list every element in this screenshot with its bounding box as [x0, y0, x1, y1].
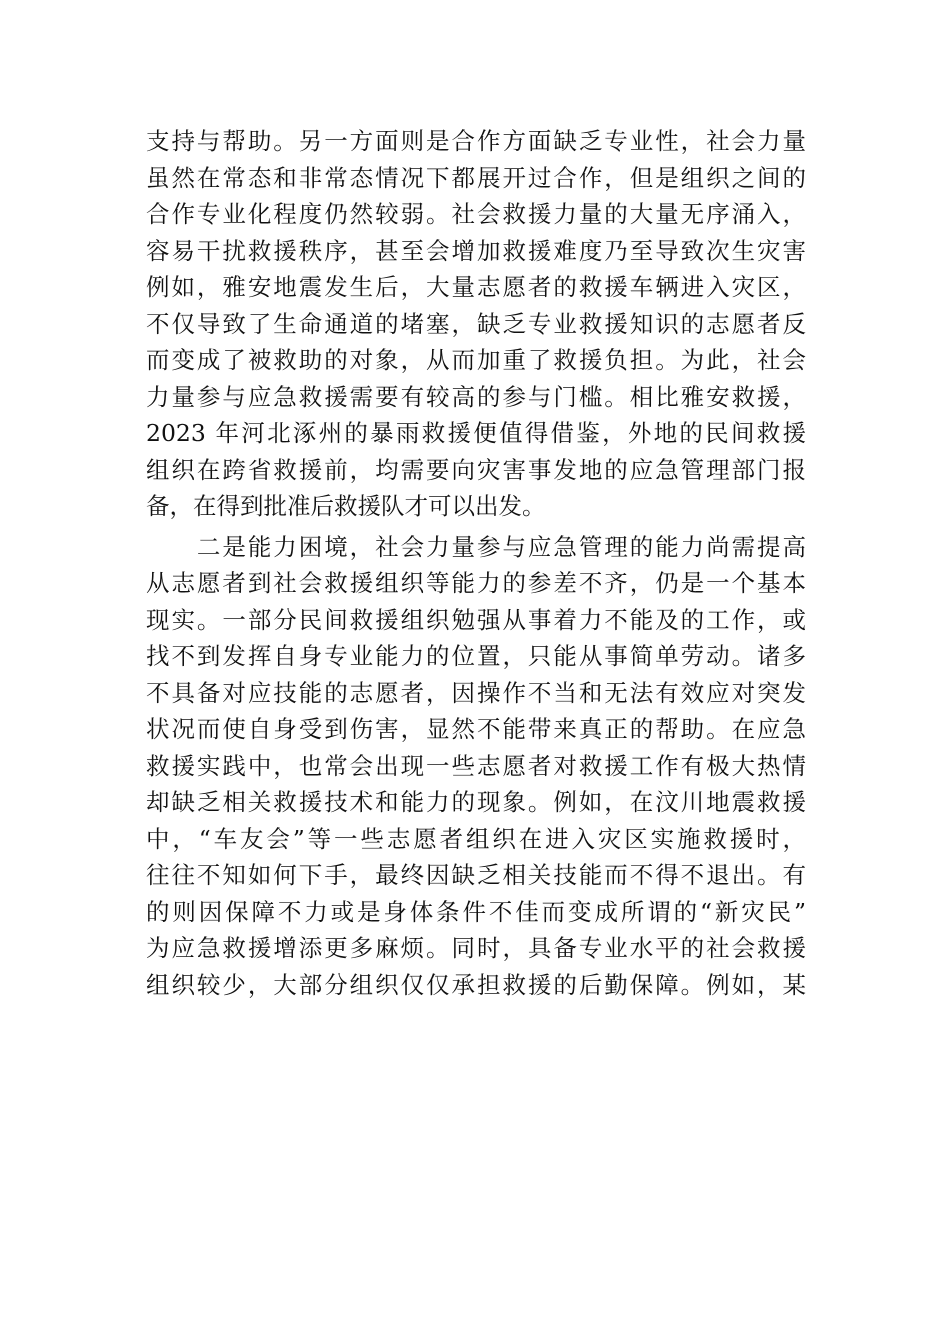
text-line: 力量参与应急救援需要有较高的参与门槛。相比雅安救援， — [146, 382, 806, 411]
text-line: 组织在跨省救援前，均需要向灾害事发地的应急管理部门报 — [146, 455, 806, 484]
text-line: 不仅导致了生命通道的堵塞，缺乏专业救援知识的志愿者反 — [146, 309, 806, 338]
text-line: 不具备对应技能的志愿者，因操作不当和无法有效应对突发 — [146, 678, 806, 707]
text-line: 找不到发挥自身专业能力的位置，只能从事简单劳动。诸多 — [146, 642, 806, 670]
text-line: 二是能力困境，社会力量参与应急管理的能力尚需提高 — [146, 532, 806, 561]
text-line: 支持与帮助。另一方面则是合作方面缺乏专业性，社会力量 — [146, 127, 806, 155]
text-line: 而变成了被救助的对象，从而加重了救援负担。为此，社会 — [146, 346, 806, 374]
text-line: 救援实践中，也常会出现一些志愿者对救援工作有极大热情 — [146, 751, 806, 780]
text-line: 虽然在常态和非常态情况下都展开过合作，但是组织之间的 — [146, 163, 806, 192]
text-line: 状况而使自身受到伤害，显然不能带来真正的帮助。在应急 — [146, 715, 806, 743]
text-line: 为应急救援增添更多麻烦。同时，具备专业水平的社会救援 — [146, 934, 806, 962]
text-line: 的则因保障不力或是身体条件不佳而变成所谓的“新灾民” — [146, 897, 806, 926]
text-line: 备，在得到批准后救援队才可以出发。 — [146, 492, 546, 520]
text-line: 容易干扰救援秩序，甚至会增加救援难度乃至导致次生灾害 — [146, 236, 806, 265]
text-line: 组织较少，大部分组织仅仅承担救援的后勤保障。例如，某 — [146, 970, 806, 999]
text-line: 往往不知如何下手，最终因缺乏相关技能而不得不退出。有 — [146, 861, 806, 889]
text-line: 2023 年河北涿州的暴雨救援便值得借鉴，外地的民间救援 — [146, 419, 806, 447]
text-line: 却缺乏相关救援技术和能力的现象。例如，在汶川地震救援 — [146, 788, 806, 816]
text-line: 例如，雅安地震发生后，大量志愿者的救援车辆进入灾区， — [146, 273, 806, 301]
text-line: 从志愿者到社会救援组织等能力的参差不齐，仍是一个基本 — [146, 569, 806, 597]
text-line: 合作专业化程度仍然较弱。社会救援力量的大量无序涌入， — [146, 200, 806, 228]
text-line: 中，“车友会”等一些志愿者组织在进入灾区实施救援时， — [146, 824, 806, 853]
text-line: 现实。一部分民间救援组织勉强从事着力不能及的工作，或 — [146, 605, 806, 634]
body-text — [146, 123, 806, 1003]
